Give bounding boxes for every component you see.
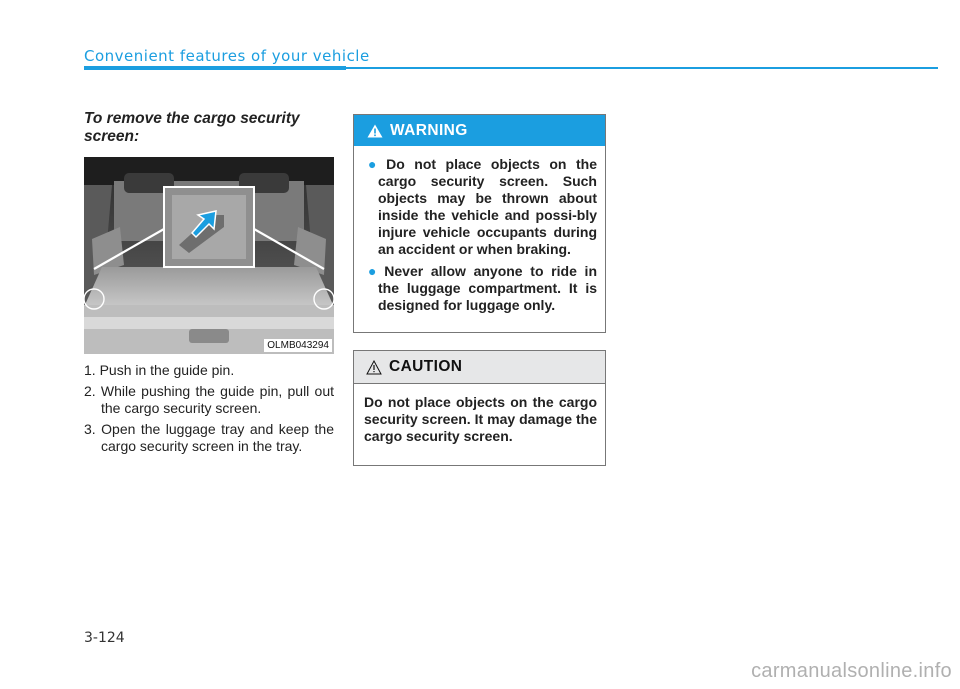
- cargo-area-photo: [84, 157, 334, 354]
- header-rule-thin: [346, 67, 938, 69]
- warning-item: [364, 156, 597, 258]
- warning-triangle-icon: [367, 124, 383, 138]
- warning-title: WARNING: [390, 121, 468, 139]
- instruction-steps: [84, 362, 334, 459]
- section-title: Convenient features of your vehicle: [84, 47, 370, 65]
- section-heading: To remove the cargo security screen:: [84, 110, 300, 145]
- caution-triangle-icon: [366, 360, 382, 375]
- warning-header: [354, 115, 605, 146]
- caution-title: CAUTION: [389, 358, 463, 375]
- warning-box: [353, 114, 606, 333]
- warning-item-text: Never allow anyone to ride in the luggage compartment. It is designed for luggage only.: [378, 263, 597, 313]
- caution-box: [353, 350, 606, 466]
- caution-header: [354, 351, 605, 384]
- step-item: 2. While pushing the guide pin, pull out the cargo security screen.: [84, 383, 334, 416]
- bullet-icon: ●: [368, 263, 381, 279]
- step-item: 3. Open the luggage tray and keep the cargo security screen in the tray.: [84, 421, 334, 454]
- warning-item-text: Do not place objects on the cargo security screen. Such objects may be thrown about inside the vehicle and possi-bly injure vehicle occupants during an accident or when braking.: [378, 156, 597, 257]
- step-item: 1. Push in the guide pin.: [84, 362, 235, 378]
- page-number: 3-124: [84, 630, 125, 646]
- warning-list: [354, 156, 605, 314]
- bullet-icon: ●: [368, 156, 383, 172]
- warning-item: [364, 263, 597, 314]
- photo-code: OLMB043294: [264, 339, 332, 352]
- header-rule-thick: [84, 66, 346, 70]
- cargo-area-illustration: [84, 157, 334, 354]
- caution-text: Do not place objects on the cargo security screen. It may damage the cargo security screen.: [364, 394, 597, 444]
- watermark[interactable]: carmanualsonline.info: [751, 660, 952, 682]
